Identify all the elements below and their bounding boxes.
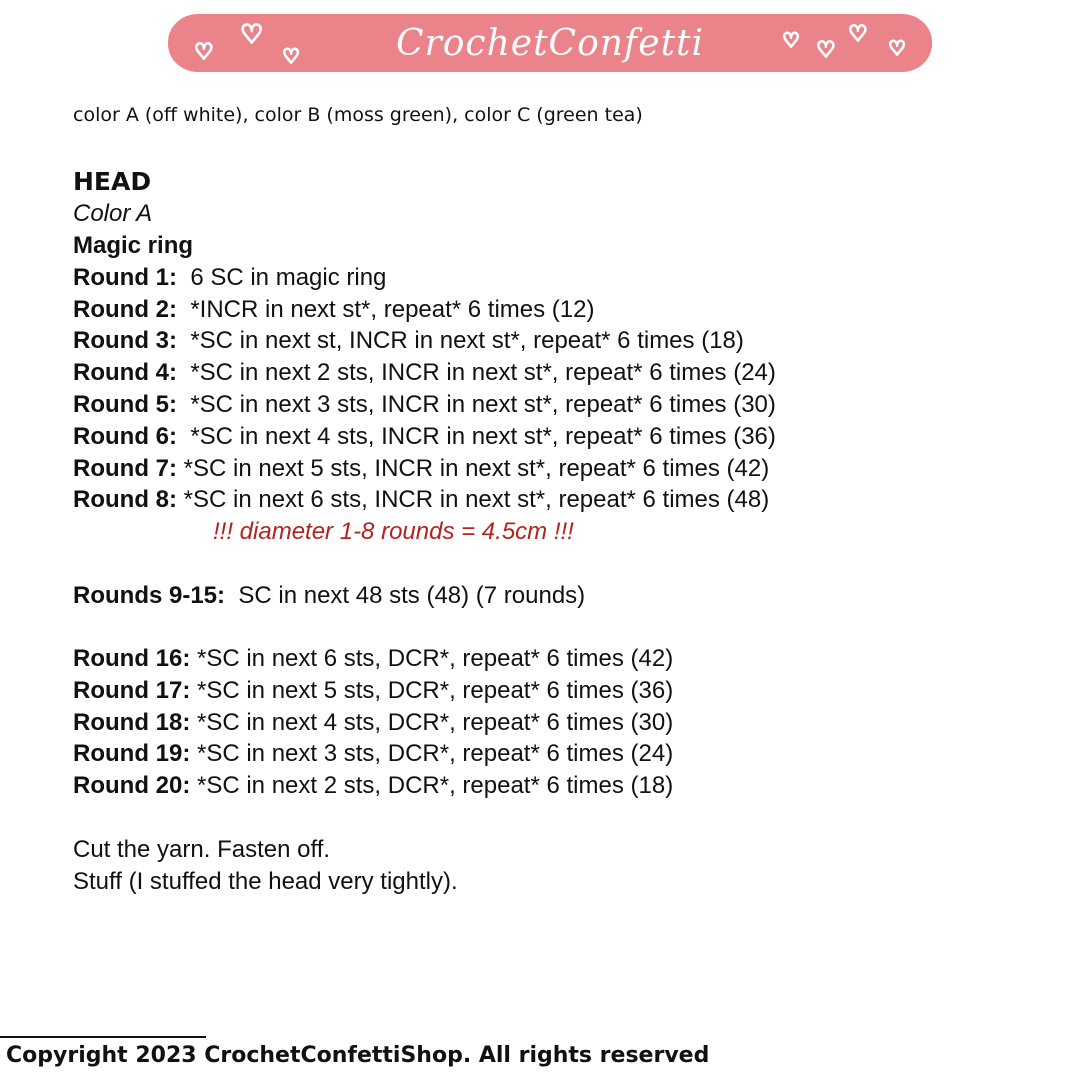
heart-icon: ♡	[194, 40, 214, 65]
start-instruction: Magic ring	[73, 232, 194, 259]
heart-icon: ♡	[816, 38, 836, 63]
round-row: Round 2: *INCR in next st*, repeat* 6 times (12)	[73, 296, 595, 323]
round-row: Round 18: *SC in next 4 sts, DCR*, repeat* 6 times (30)	[73, 709, 674, 736]
footer-divider	[0, 1036, 206, 1038]
header-banner	[168, 14, 932, 72]
heart-icon: ♡	[240, 20, 264, 50]
heart-icon: ♡	[888, 36, 906, 60]
diameter-note: !!! diameter 1-8 rounds = 4.5cm !!!	[213, 518, 574, 545]
round-row: Round 19: *SC in next 3 sts, DCR*, repeat* 6 times (24)	[73, 740, 674, 767]
round-row: Round 7: *SC in next 5 sts, INCR in next st*, repeat* 6 times (42)	[73, 455, 770, 482]
section-title: HEAD	[73, 167, 152, 196]
heart-icon: ♡	[782, 28, 800, 52]
round-row: Round 20: *SC in next 2 sts, DCR*, repeat* 6 times (18)	[73, 772, 674, 799]
round-row: Round 1: 6 SC in magic ring	[73, 264, 387, 291]
round-row: Round 6: *SC in next 4 sts, INCR in next st*, repeat* 6 times (36)	[73, 423, 776, 450]
round-row: Rounds 9-15: SC in next 48 sts (48) (7 rounds)	[73, 582, 586, 609]
heart-icon: ♡	[848, 22, 868, 47]
round-row: Round 3: *SC in next st, INCR in next st*, repeat* 6 times (18)	[73, 327, 744, 354]
heart-icon: ♡	[282, 44, 300, 68]
round-row: Round 8: *SC in next 6 sts, INCR in next st*, repeat* 6 times (48)	[73, 486, 770, 513]
round-row: Round 17: *SC in next 5 sts, DCR*, repeat* 6 times (36)	[73, 677, 674, 704]
round-row: Round 5: *SC in next 3 sts, INCR in next st*, repeat* 6 times (30)	[73, 391, 776, 418]
section-color: Color A	[73, 200, 153, 227]
finish-instruction: Stuff (I stuffed the head very tightly).	[73, 868, 458, 895]
color-list: color A (off white), color B (moss green), color C (green tea)	[73, 104, 643, 126]
banner-title: CrochetConfetti	[395, 23, 705, 64]
round-row: Round 16: *SC in next 6 sts, DCR*, repeat* 6 times (42)	[73, 645, 674, 672]
finish-instruction: Cut the yarn. Fasten off.	[73, 836, 331, 863]
copyright-notice: Copyright 2023 CrochetConfettiShop. All rights reserved	[6, 1043, 710, 1068]
round-row: Round 4: *SC in next 2 sts, INCR in next st*, repeat* 6 times (24)	[73, 359, 776, 386]
